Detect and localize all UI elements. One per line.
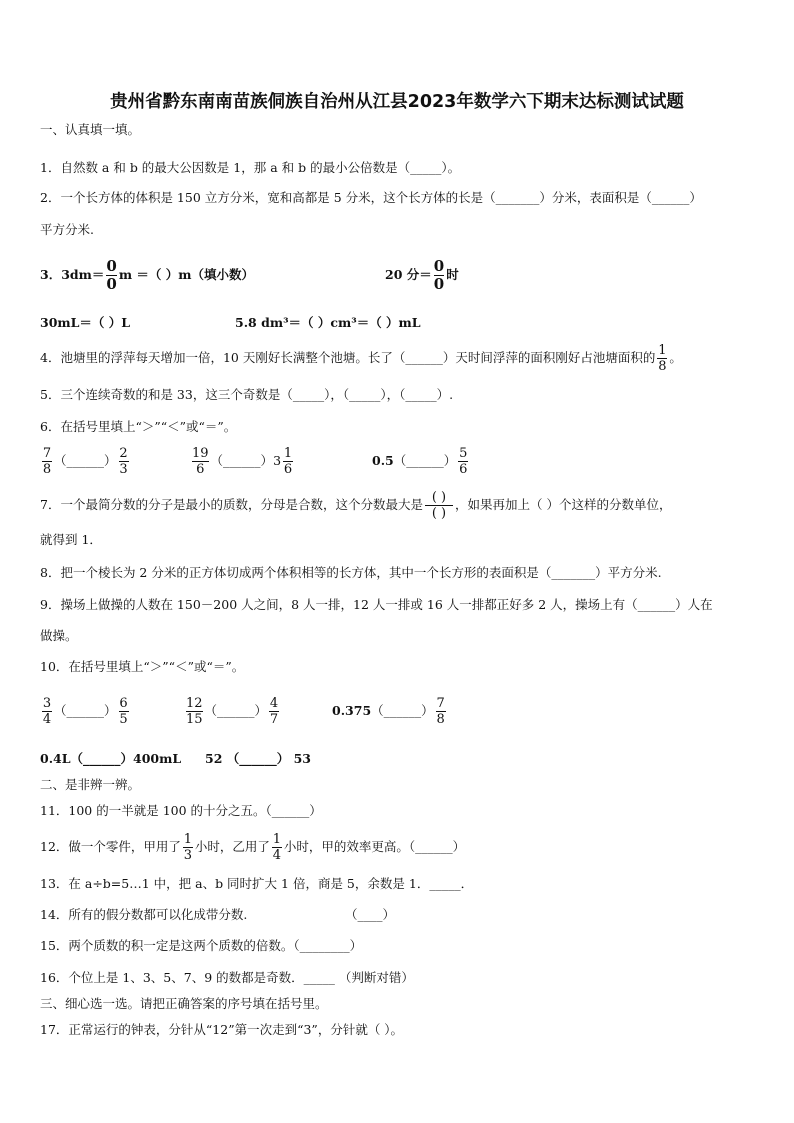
- question-9-line-1: 9．操场上做操的人数在 150－200 人之间，8 人一排，12 人一排或 16 人一排都正好多 2 人，操场上有（______）人在: [40, 597, 713, 612]
- question-3-part-a: 3．3dm＝ $\frac{0}{0}$ m ＝（ ）m（填小数）: [40, 257, 254, 293]
- question-10-item-5: 52 （______） 53: [205, 751, 311, 766]
- fraction: $\frac{19}{6}$: [192, 446, 209, 477]
- fraction: $\frac{4}{7}$: [269, 696, 279, 727]
- fraction: $\frac{1}{8}$: [658, 343, 667, 374]
- question-10-item-1: $\frac{3}{4}$ （______） $\frac{6}{5}$: [42, 696, 128, 727]
- fraction-blank: $\frac{( )}{( )}$: [425, 490, 453, 521]
- page-title: 贵州省黔东南南苗族侗族自治州从江县2023年数学六下期末达标测试试题: [110, 92, 684, 112]
- question-10-item-4: 0.4L（______）400mL: [40, 751, 182, 766]
- question-6-item-2: $\frac{19}{6}$ （______）3 $\frac{1}{6}$: [192, 446, 293, 477]
- question-10: 10．在括号里填上“＞”“＜”或“＝”。: [40, 659, 245, 674]
- question-16: 16．个位上是 1、3、5、7、9 的数都是奇数．_____ （判断对错）: [40, 970, 414, 985]
- question-13: 13．在 a÷b=5…1 中，把 a、b 同时扩大 1 倍，商是 5，余数是 1．_____．: [40, 876, 474, 891]
- question-1: 1．自然数 a 和 b 的最大公因数是 1，那 a 和 b 的最小公倍数是（_____）。: [40, 160, 461, 175]
- question-8: 8．把一个棱长为 2 分米的正方体切成两个体积相等的长方体，其中一个长方形的表面积是（_______）平方分米.: [40, 565, 662, 580]
- question-7-line-1: 7．一个最简分数的分子是最小的质数，分母是合数，这个分数最大是 $\frac{( )}{( )}$ ，如果再加上（ ）个这样的分数单位，: [40, 490, 672, 521]
- question-10-item-2: $\frac{12}{15}$ （______） $\frac{4}{7}$: [186, 696, 279, 727]
- question-9-line-2: 做操。: [40, 628, 78, 643]
- question-14: 14．所有的假分数都可以化成带分数.: [40, 907, 248, 922]
- question-6-item-1: $\frac{7}{8}$ （______） $\frac{2}{3}$: [42, 446, 128, 477]
- question-3-part-b: 20 分＝ $\frac{0}{0}$ 时: [385, 257, 459, 293]
- section-heading-2: 二、是非辨一辨。: [40, 777, 141, 792]
- question-3-part-c: 30mL＝（ ）L: [40, 315, 131, 330]
- fraction: $\frac{1}{4}$: [272, 832, 282, 863]
- fraction: $\frac{7}{8}$: [42, 446, 52, 477]
- question-6: 6．在括号里填上“＞”“＜”或“＝”。: [40, 419, 237, 434]
- fraction: $\frac{0}{0}$: [106, 257, 117, 293]
- question-10-item-3: 0.375（______） $\frac{7}{8}$: [332, 696, 445, 727]
- question-5: 5．三个连续奇数的和是 33，这三个奇数是（_____），（_____），（_____）.: [40, 387, 454, 402]
- question-7-line-2: 就得到 1．: [40, 532, 102, 547]
- fraction: $\frac{12}{15}$: [186, 696, 203, 727]
- question-14-blank: （____）: [345, 907, 396, 922]
- question-2-line-1: 2．一个长方体的体积是 150 立方分米，宽和高都是 5 分米，这个长方体的长是（_______）分米，表面积是（______）: [40, 190, 702, 205]
- fraction: $\frac{5}{6}$: [459, 446, 468, 477]
- fraction: $\frac{7}{8}$: [436, 696, 445, 727]
- fraction: $\frac{6}{5}$: [119, 696, 128, 727]
- question-17: 17．正常运行的钟表，分针从“12”第一次走到“3”，分针就（ ）。: [40, 1022, 404, 1037]
- fraction: $\frac{1}{6}$: [283, 446, 293, 477]
- question-6-item-3: 0.5（______） $\frac{5}{6}$: [372, 446, 468, 477]
- fraction: $\frac{0}{0}$: [433, 257, 445, 293]
- fraction: $\frac{3}{4}$: [42, 696, 52, 727]
- fraction: $\frac{1}{3}$: [183, 832, 193, 863]
- question-2-line-2: 平方分米.: [40, 222, 94, 237]
- question-11: 11．100 的一半就是 100 的十分之五。（______）: [40, 803, 322, 818]
- question-3-part-d: 5.8 dm³＝（ ）cm³＝（ ）mL: [235, 315, 421, 330]
- question-4: 4．池塘里的浮萍每天增加一倍，10 天刚好长满整个池塘。长了（______）天时间浮萍的面积刚好占池塘面积的 $\frac{1}{8}$ 。: [40, 343, 682, 374]
- question-12: 12．做一个零件，甲用了 $\frac{1}{3}$ 小时，乙用了 $\frac{1}{4}$ 小时，甲的效率更高。（______）: [40, 832, 466, 863]
- section-heading-3: 三、细心选一选。请把正确答案的序号填在括号里。: [40, 996, 328, 1011]
- fraction: $\frac{2}{3}$: [119, 446, 128, 477]
- question-15: 15．两个质数的积一定是这两个质数的倍数。（________）: [40, 938, 363, 953]
- section-heading-1: 一、认真填一填。: [40, 122, 141, 137]
